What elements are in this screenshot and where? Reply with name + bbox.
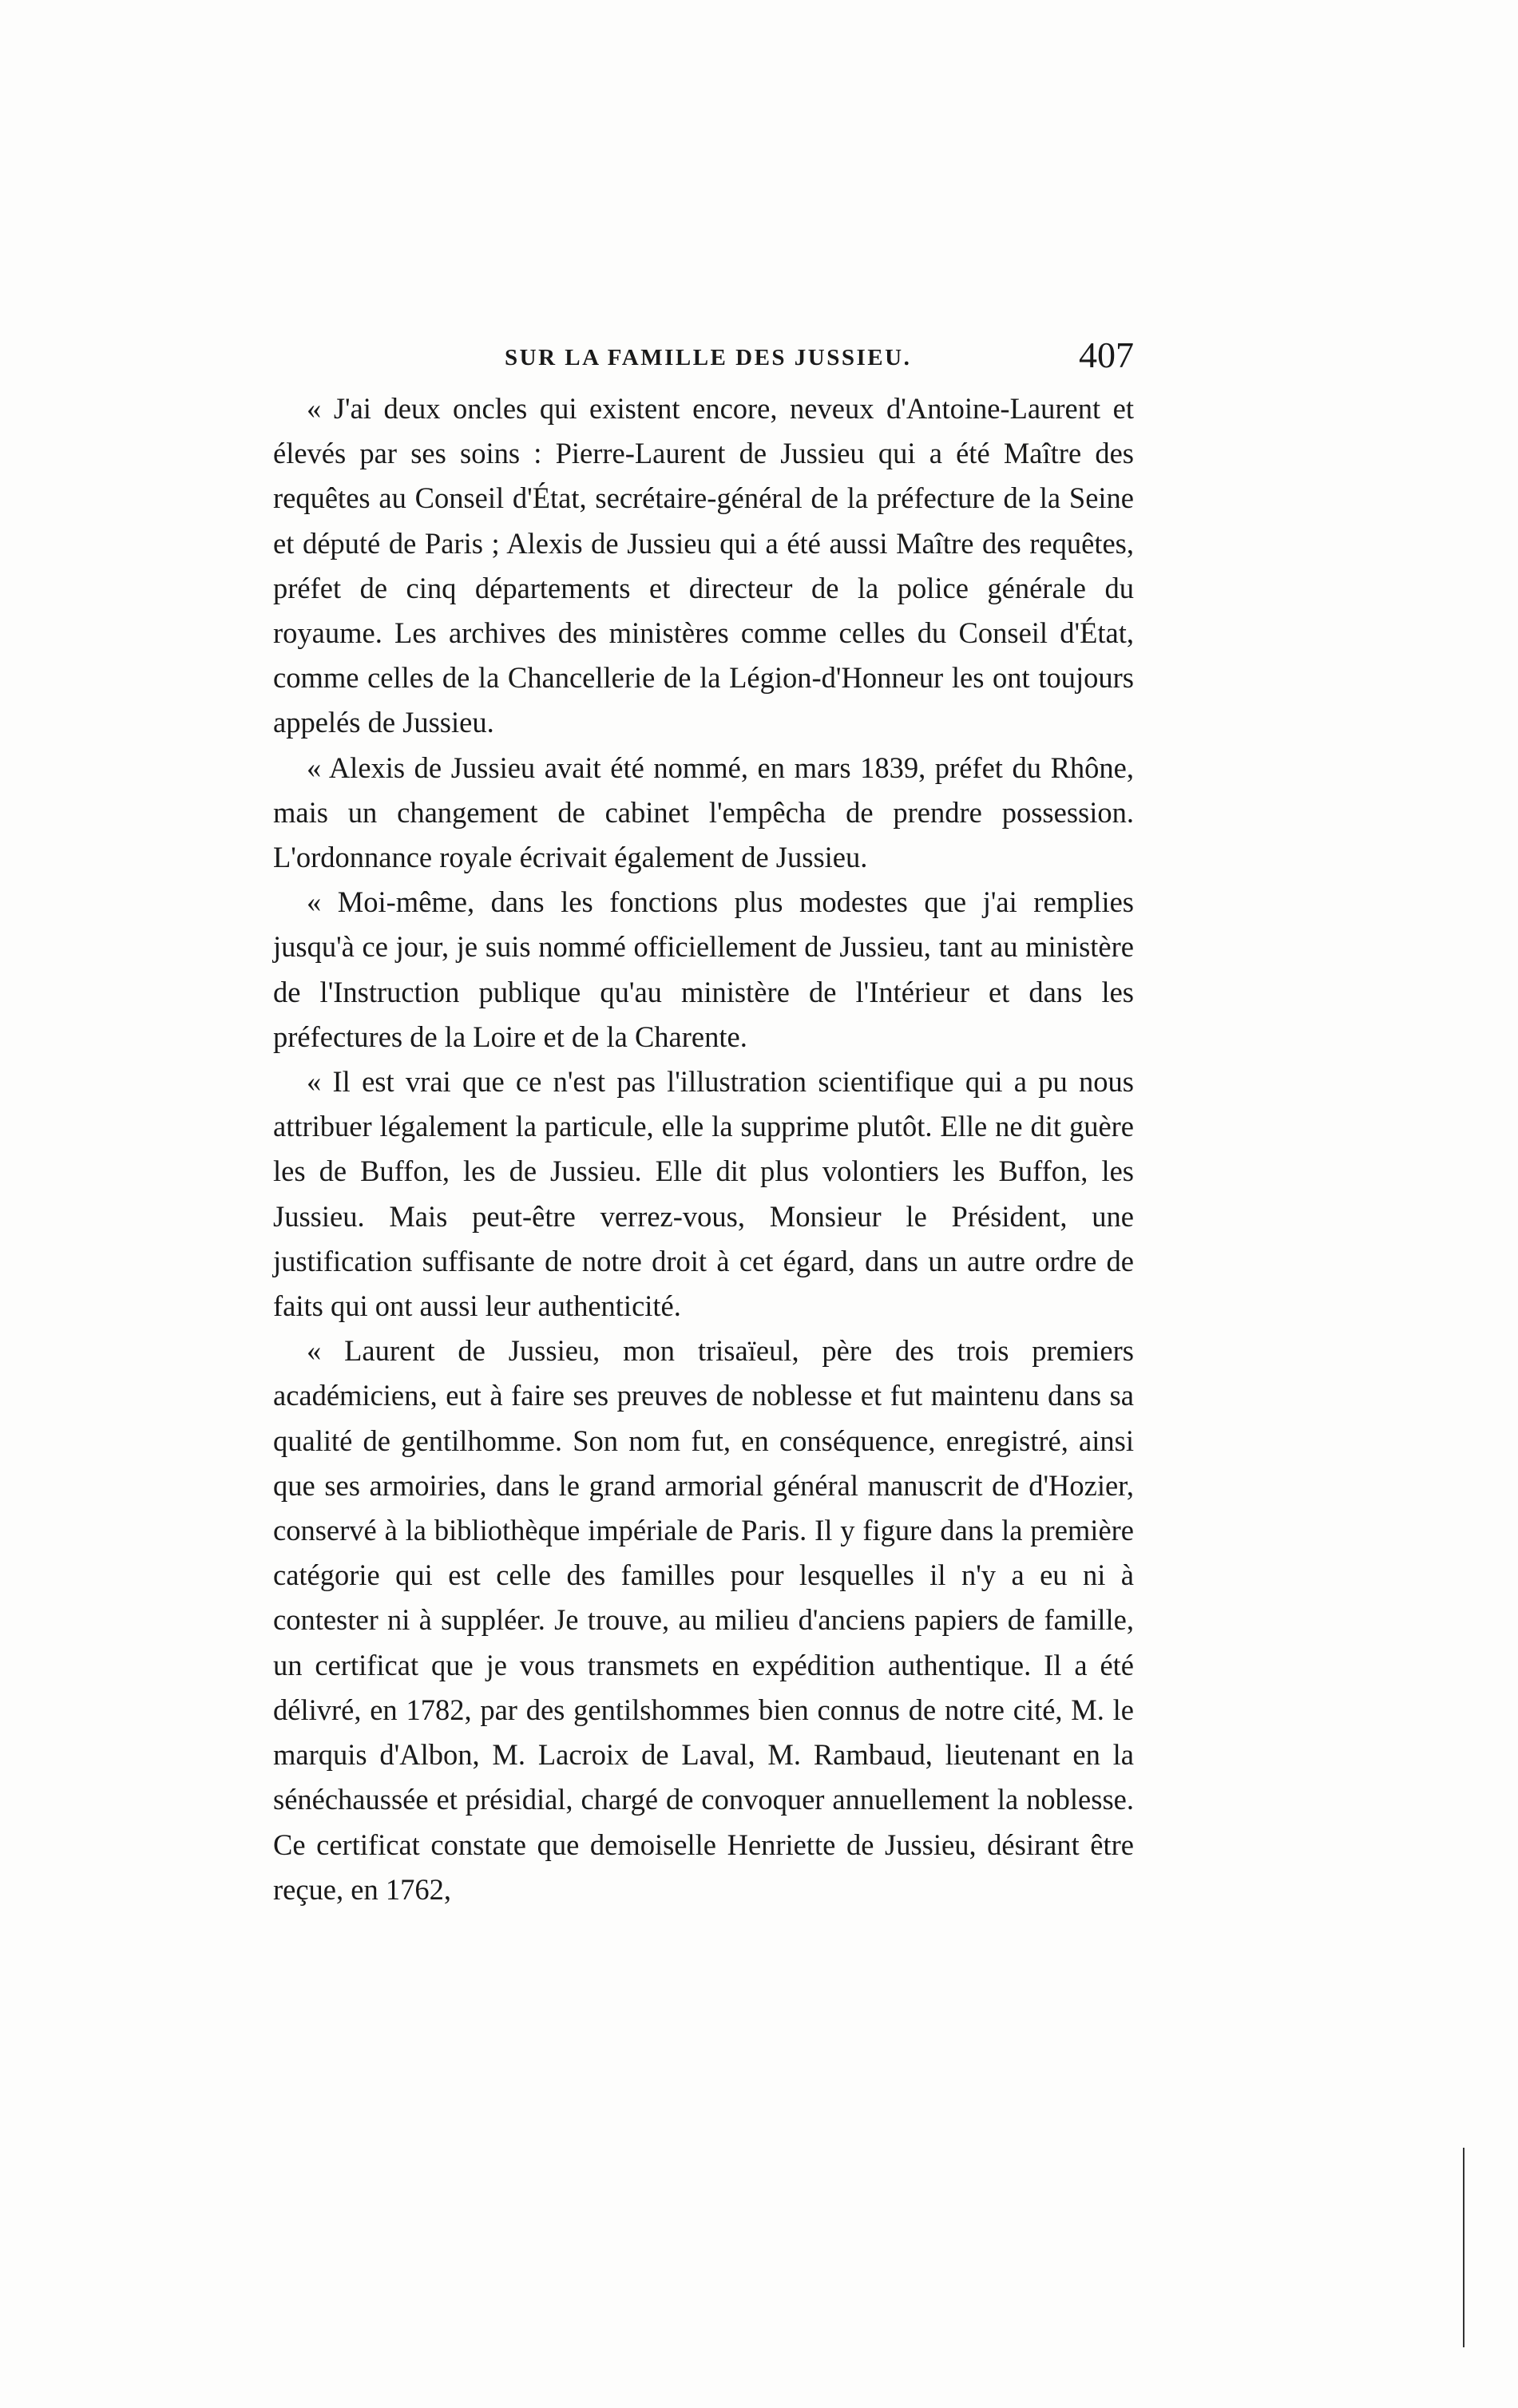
body-text (273, 386, 1134, 1912)
paragraph: « Laurent de Jussieu, mon trisaïeul, père des trois premiers académiciens, eut à faire ses preuves de noblesse et fut maintenu dans sa qualité de gentilhomme. Son nom fut, en conséquence, enregistré, ainsi que ses armoiries, dans le grand armorial général manuscrit de d'Hozier, conservé à la bibliothèque impériale de Paris. Il y figure dans la première catégorie qui est celle des familles pour lesquelles il n'y a eu ni à contester ni à suppléer. Je trouve, au milieu d'anciens papiers de famille, un certificat que je vous transmets en expédition authentique. Il a été délivré, en 1782, par des gentilshommes bien connus de notre cité, M. le marquis d'Albon, M. Lacroix de Laval, M. Rambaud, lieutenant en la sénéchaussée et présidial, chargé de convoquer annuellement la noblesse. Ce certificat constate que demoiselle Henriette de Jussieu, désirant être reçue, en 1762, (273, 1334, 1134, 1906)
page-number: 407 (1079, 335, 1134, 375)
page-header (273, 334, 1134, 382)
paragraph: « Moi-même, dans les fonctions plus modestes que j'ai remplies jusqu'à ce jour, je suis nommé officiellement de Jussieu, tant au ministère de l'Instruction publique qu'au ministère de l'Intérieur et dans les préfectures de la Loire et de la Charente. (273, 885, 1134, 1053)
running-head: SUR LA FAMILLE DES JUSSIEU. (505, 345, 912, 370)
paragraph: « J'ai deux oncles qui existent encore, neveux d'Antoine-Laurent et élevés par ses soins : Pierre-Laurent de Jussieu qui a été Maître des requêtes au Conseil d'État, secrétaire-général de la préfecture de la Seine et député de Paris ; Alexis de Jussieu qui a été aussi Maître des requêtes, préfet de cinq départements et directeur de la police générale du royaume. Les archives des ministères comme celles du Conseil d'État, comme celles de la Chancellerie de la Légion-d'Honneur les ont toujours appelés de Jussieu. (273, 392, 1134, 739)
paragraph: « Il est vrai que ce n'est pas l'illustration scientifique qui a pu nous attribuer légalement la particule, elle la supprime plutôt. Elle ne dit guère les de Buffon, les de Jussieu. Elle dit plus volontiers les Buffon, les Jussieu. Mais peut-être verrez-vous, Monsieur le Président, une justification suffisante de notre droit à cet égard, dans un autre ordre de faits qui ont aussi leur authenticité. (273, 1065, 1134, 1323)
page-edge-line (1463, 2148, 1464, 2347)
paragraph: « Alexis de Jussieu avait été nommé, en mars 1839, préfet du Rhône, mais un changement de cabinet l'empêcha de prendre possession. L'ordonnance royale écrivait également de Jussieu. (273, 751, 1134, 874)
